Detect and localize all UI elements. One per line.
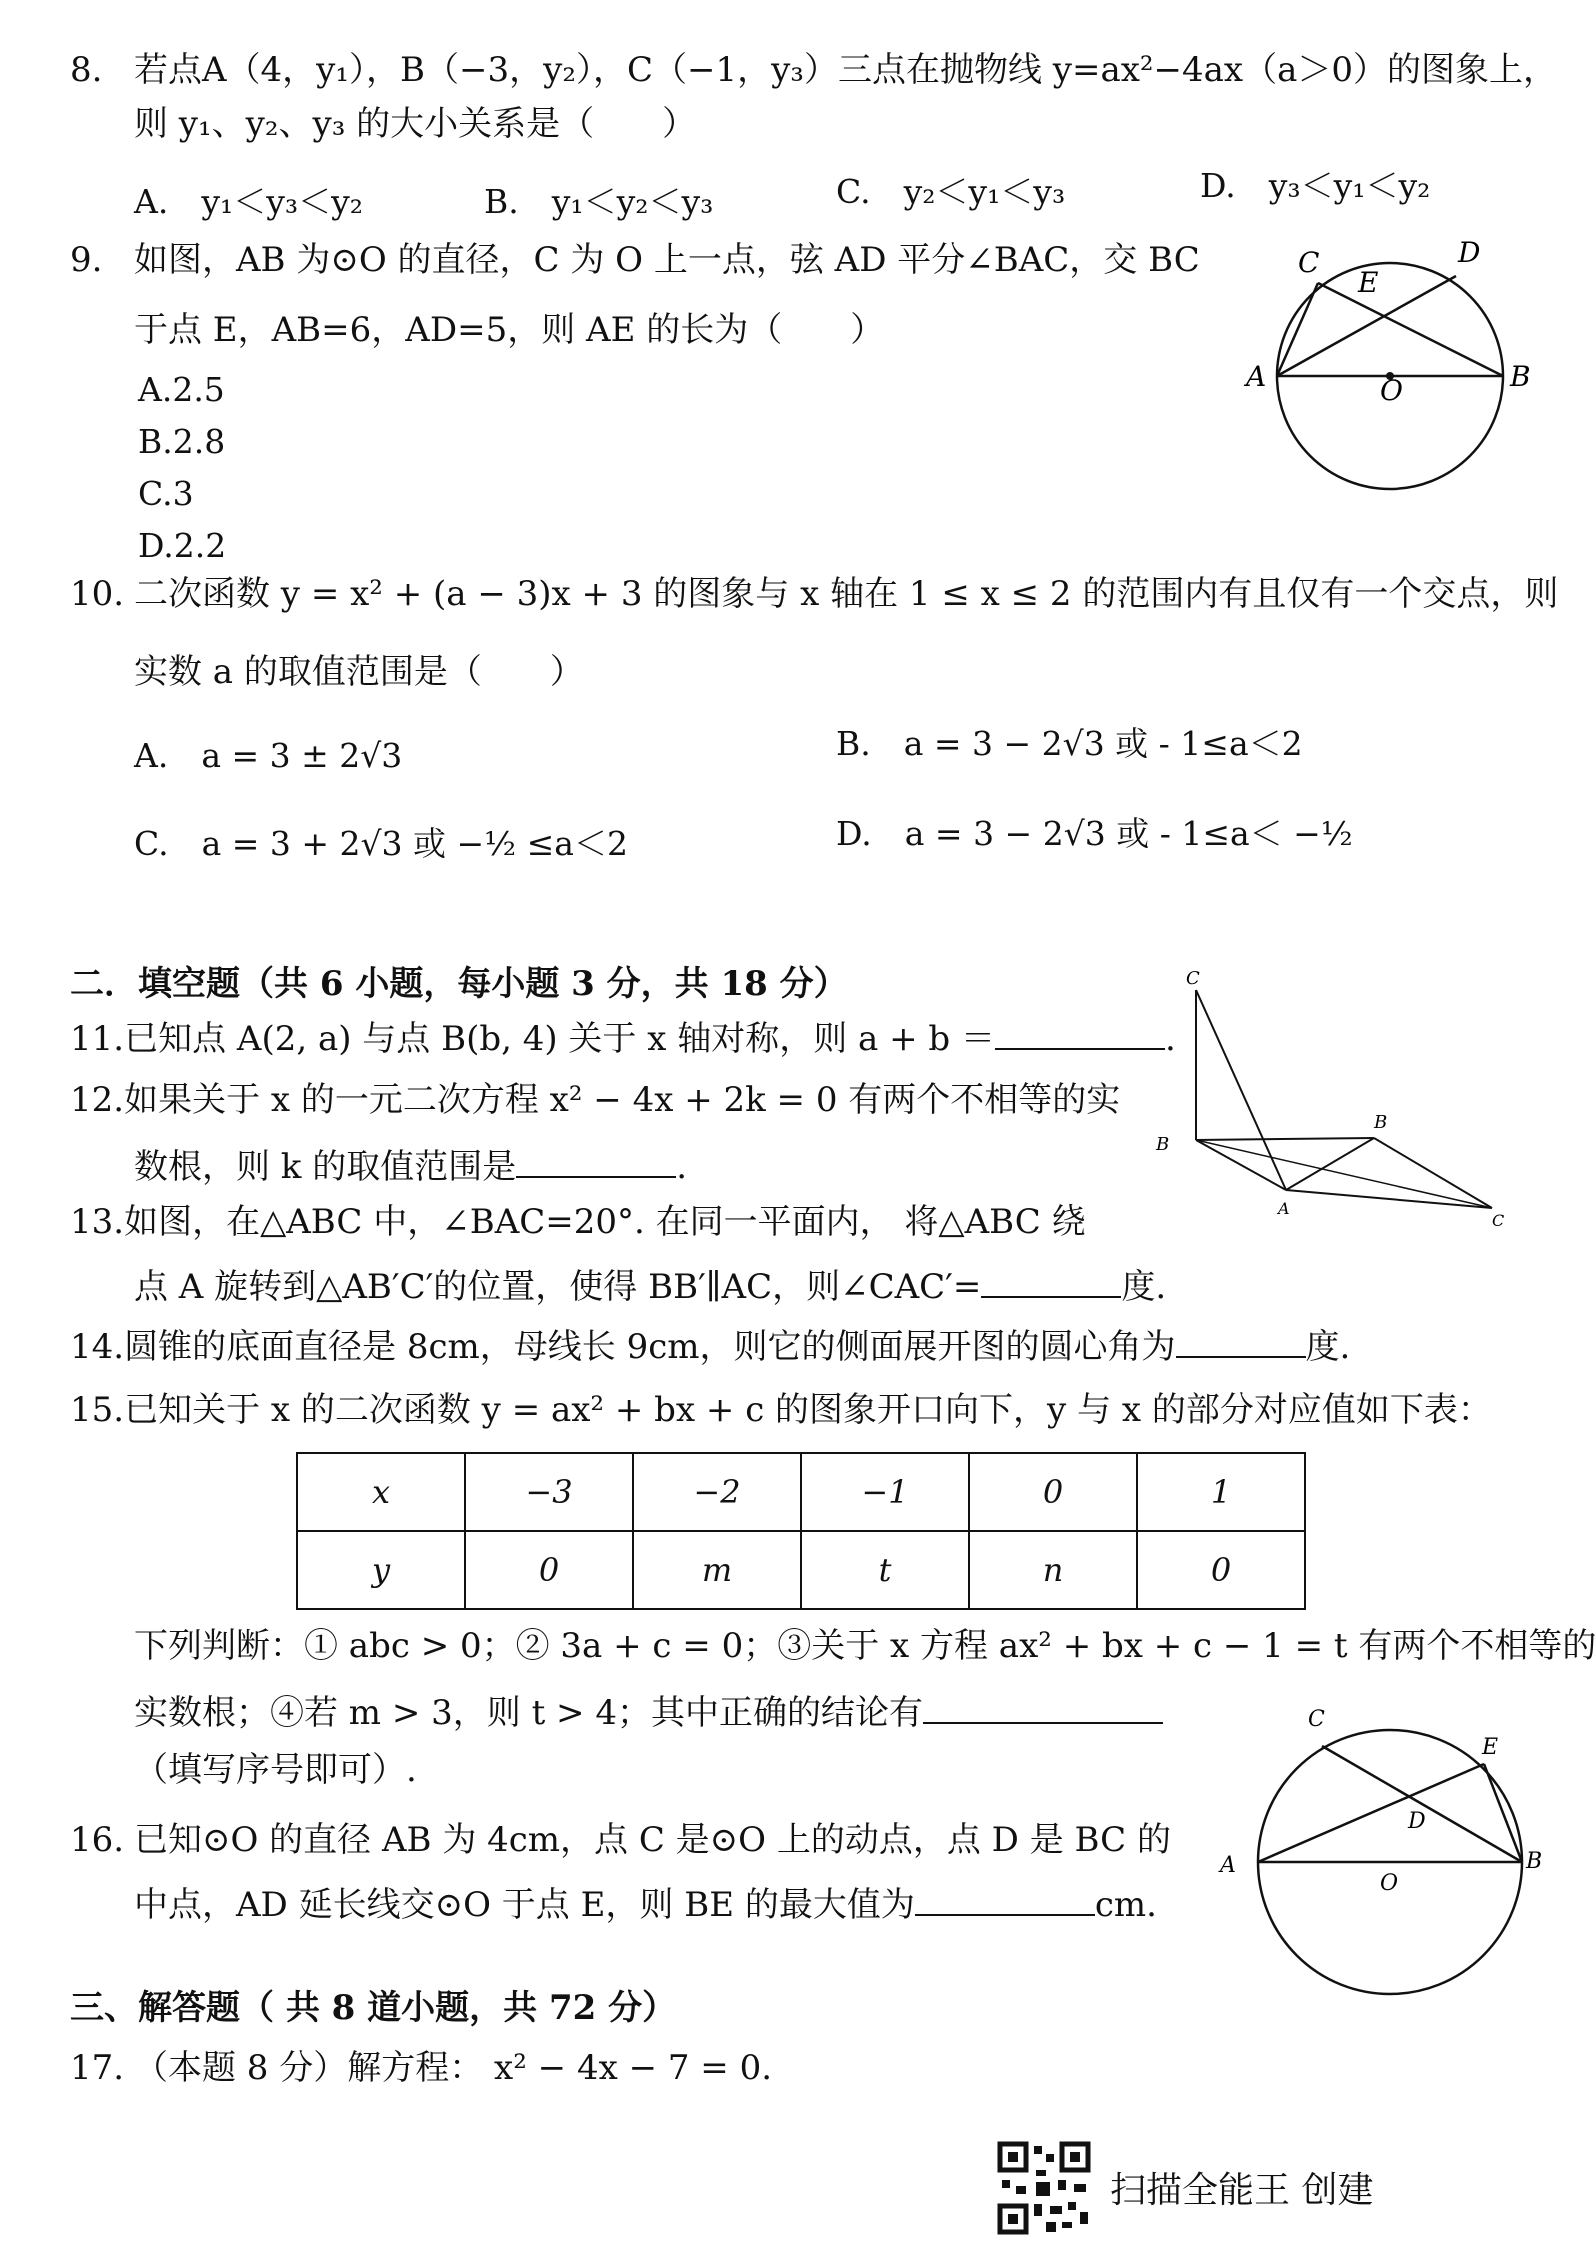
q14-stem: 圆锥的底面直径是 8cm，母线长 9cm，则它的侧面展开图的圆心角为 — [124, 1327, 1176, 1367]
segment-a-c-prime — [1286, 1190, 1492, 1208]
q13-tail: 度. — [1121, 1267, 1167, 1307]
question-number: 12. — [70, 1080, 125, 1120]
scanner-brand-text: 扫描全能王 创建 — [1110, 2170, 1374, 2211]
segment-ca — [1196, 990, 1286, 1190]
table-cell: −1 — [801, 1453, 969, 1531]
q16-answer-blank — [915, 1880, 1095, 1916]
q13-line2 — [134, 1262, 1166, 1309]
question-number: 15. — [70, 1390, 125, 1430]
q12-tail: . — [676, 1147, 688, 1187]
label-c-prime: C — [1492, 1211, 1505, 1230]
section-2-title: 二．填空题（共 6 小题，每小题 3 分，共 18 分） — [70, 964, 848, 1004]
segment-bb-prime — [1196, 1138, 1374, 1140]
segment-b-prime-c-prime — [1374, 1138, 1492, 1208]
label-b-prime: B — [1374, 1112, 1388, 1133]
q12-stem-line1: 如果关于 x 的一元二次方程 x² − 4x + 2k = 0 有两个不相等的实 — [124, 1080, 1121, 1120]
q13-stem-line2: 点 A 旋转到△AB′C′的位置，使得 BB′∥AC，则∠CAC′= — [134, 1267, 982, 1307]
label-d: D — [1458, 236, 1481, 269]
label-b: B — [1526, 1849, 1543, 1874]
section-3-title: 三、解答题（ 共 8 道小题，共 72 分） — [70, 1988, 677, 2028]
q15-judge-line2: 实数根；④若 m > 3，则 t > 4；其中正确的结论有 — [134, 1693, 923, 1733]
question-number: 14. — [70, 1327, 125, 1367]
q9-option-d: D.2.2 — [138, 526, 227, 565]
q14-tail: 度. — [1305, 1327, 1351, 1367]
q8-line1 — [70, 48, 1557, 92]
q8-stem-line1: 若点A（4，y₁），B（−3，y₂），C（−1，y₃）三点在抛物线 y=ax²−4ax（a＞0）的图象上， — [134, 50, 1557, 90]
segment-eb — [1484, 1764, 1522, 1862]
label-a: A — [1246, 360, 1267, 393]
q10-option-c: C. a = 3 + 2√3 或 −½ ≤a＜2 — [134, 824, 628, 863]
q9-option-b: B.2.8 — [138, 422, 226, 461]
q10-option-a: A. a = 3 ± 2√3 — [134, 736, 403, 775]
q11-line — [70, 1014, 1176, 1061]
q14-answer-blank — [1176, 1322, 1306, 1358]
q17-line — [70, 2046, 772, 2090]
q9-stem-line1: 如图，AB 为⊙O 的直径，C 为 O 上一点，弦 AD 平分∠BAC，交 BC — [134, 240, 1200, 280]
q12-stem-line2: 数根，则 k 的取值范围是 — [134, 1147, 517, 1187]
segment-b-c-prime — [1196, 1140, 1492, 1208]
q15-stem: 已知关于 x 的二次函数 y = ax² + bx + c 的图象开口向下，y 与 x 的部分对应值如下表： — [124, 1390, 1492, 1430]
table-cell: −2 — [633, 1453, 801, 1531]
q14-line — [70, 1322, 1350, 1369]
q8-stem-line2: 则 y₁、y₂、y₃ 的大小关系是（ ） — [134, 104, 697, 144]
chord-cb — [1318, 283, 1503, 376]
label-a: A — [1220, 1853, 1236, 1878]
table-cell: 0 — [1137, 1531, 1305, 1609]
label-o: O — [1380, 1871, 1399, 1896]
qr-code-icon — [996, 2140, 1092, 2236]
table-cell: 0 — [969, 1453, 1137, 1531]
q16-circle-figure — [1200, 1690, 1543, 2010]
q9-line1 — [70, 238, 1200, 282]
q10-stem-line1: 二次函数 y = x² + (a − 3)x + 3 的图象与 x 轴在 1 ≤ x ≤ 2 的范围内有且仅有一个交点，则 — [134, 574, 1559, 614]
label-c: C — [1308, 1707, 1325, 1732]
label-c: C — [1186, 968, 1200, 989]
label-a: A — [1278, 1199, 1290, 1218]
chord-ac — [1277, 283, 1318, 376]
q8-option-a: A. y₁＜y₃＜y₂ — [134, 182, 363, 221]
q15-judge-line3: （填写序号即可）. — [134, 1750, 417, 1790]
label-d: D — [1408, 1809, 1426, 1834]
segment-b-a — [1196, 1140, 1286, 1190]
q13-rotation-figure — [1140, 970, 1520, 1230]
q8-option-c: C. y₂＜y₁＜y₃ — [836, 172, 1066, 211]
q12-answer-blank — [516, 1142, 676, 1178]
q8-option-b: B. y₁＜y₂＜y₃ — [484, 182, 714, 221]
q10-option-d: D. a = 3 − 2√3 或 - 1≤a＜ −½ — [836, 814, 1353, 853]
table-row — [297, 1453, 1305, 1531]
q16-stem-line2: 中点，AD 延长线交⊙O 于点 E，则 BE 的最大值为 — [134, 1885, 915, 1925]
table-cell: 0 — [465, 1531, 633, 1609]
q15-judge-line2-wrap — [134, 1688, 1163, 1735]
table-cell: −3 — [465, 1453, 633, 1531]
q9-option-c: C.3 — [138, 474, 194, 513]
q8-option-d: D. y₃＜y₁＜y₂ — [1200, 166, 1431, 205]
label-e: E — [1358, 266, 1379, 299]
table-row — [297, 1531, 1305, 1609]
q10-stem-line2: 实数 a 的取值范围是（ ） — [134, 652, 584, 692]
table-cell: n — [969, 1531, 1137, 1609]
label-e: E — [1482, 1735, 1499, 1760]
q15-line1 — [70, 1388, 1492, 1432]
question-number: 17. — [70, 2048, 125, 2088]
segment-cb — [1322, 1746, 1522, 1862]
question-number: 16. — [70, 1820, 125, 1860]
q13-answer-blank — [981, 1262, 1121, 1298]
question-number: 8. — [70, 50, 103, 90]
q10-option-b: B. a = 3 − 2√3 或 - 1≤a＜2 — [836, 724, 1303, 763]
label-o: O — [1380, 374, 1403, 407]
q9-option-a: A.2.5 — [138, 370, 225, 409]
q15-value-table — [296, 1452, 1306, 1610]
q13-line1 — [70, 1200, 1086, 1244]
q12-line2 — [134, 1142, 687, 1189]
q16-line2 — [134, 1880, 1157, 1927]
q17-stem: （本题 8 分）解方程： x² − 4x − 7 = 0. — [134, 2048, 773, 2088]
question-number: 11. — [70, 1019, 125, 1059]
label-b: B — [1156, 1134, 1170, 1155]
question-number: 10. — [70, 574, 125, 614]
q9-circle-figure — [1240, 228, 1540, 498]
q12-line1 — [70, 1078, 1120, 1122]
q16-line1 — [70, 1818, 1171, 1862]
question-number: 9. — [70, 240, 103, 280]
q11-stem: 已知点 A(2, a) 与点 B(b, 4) 关于 x 轴对称，则 a + b ＝ — [124, 1019, 995, 1059]
label-c: C — [1298, 246, 1320, 279]
table-cell: y — [297, 1531, 465, 1609]
segment-ae — [1258, 1764, 1484, 1862]
q13-stem-line1: 如图，在△ABC 中，∠BAC=20°. 在同一平面内， 将△ABC 绕 — [124, 1202, 1086, 1242]
table-cell: x — [297, 1453, 465, 1531]
q10-line1 — [70, 572, 1558, 616]
q15-judge-line1: 下列判断：① abc > 0；② 3a + c = 0；③关于 x 方程 ax² + bx + c − 1 = t 有两个不相等的 — [134, 1626, 1596, 1666]
table-cell: t — [801, 1531, 969, 1609]
label-b: B — [1510, 360, 1531, 393]
question-number: 13. — [70, 1202, 125, 1242]
q9-stem-line2: 于点 E，AB=6，AD=5，则 AE 的长为（ ） — [134, 310, 885, 350]
table-cell: m — [633, 1531, 801, 1609]
q15-answer-blank — [923, 1688, 1163, 1724]
q16-stem-line1: 已知⊙O 的直径 AB 为 4cm，点 C 是⊙O 上的动点，点 D 是 BC 的 — [134, 1820, 1171, 1860]
q16-tail: cm. — [1094, 1885, 1157, 1925]
q11-tail: . — [1164, 1019, 1176, 1059]
table-cell: 1 — [1137, 1453, 1305, 1531]
